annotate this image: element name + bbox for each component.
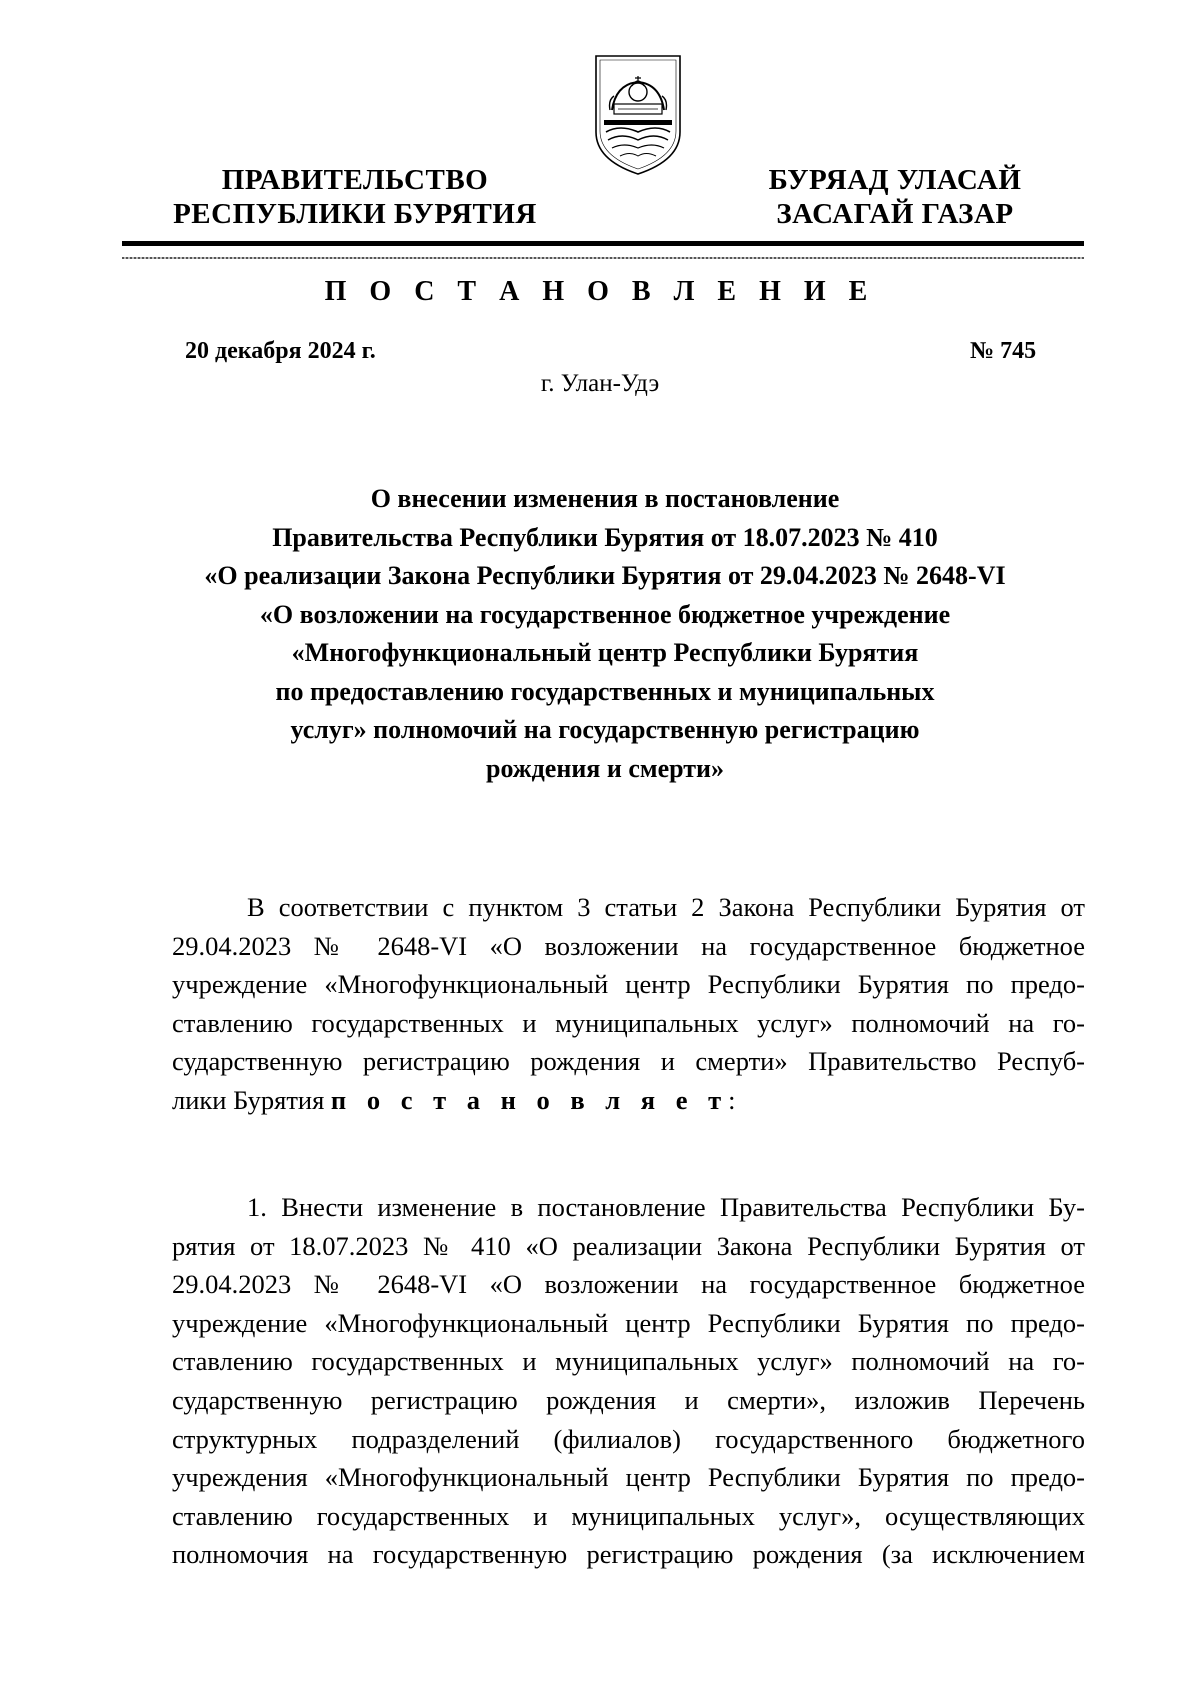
document-number: № 745 (970, 338, 1037, 364)
preamble-line: 29.04.2023 № 2648-VI «О возложении на государственное бюджетное (172, 930, 1085, 961)
clause-1-line: структурных подразделений (филиалов) государственного бюджетного (172, 1423, 1085, 1454)
title-line: рождения и смерти» (485, 753, 725, 783)
document-date: 20 декабря 2024 г. (185, 338, 376, 364)
title-line: «О возложении на государственное бюджетное учреждение (259, 599, 951, 629)
header-bua-line-2: ЗАСАГАЙ ГАЗАР (776, 198, 1014, 230)
header-ru (170, 163, 540, 231)
title-line: «Многофункциональный центр Республики Бурятия (291, 638, 919, 667)
preamble-line: В соответствии с пунктом 3 статьи 2 Закона Республики Бурятия от (247, 892, 1085, 922)
clause-1-line: ставлению государственных и муниципальных услуг», осуществляющих (172, 1500, 1085, 1531)
preamble-line: ставлению государственных и муниципальных услуг» полномочий на го- (172, 1007, 1085, 1038)
preamble-line: учреждение «Многофункциональный центр Республики Бурятия по предо- (172, 969, 1085, 1000)
preamble-line: сударственную регистрацию рождения и смерти» Правительство Респуб- (172, 1046, 1085, 1077)
preamble-last-line (172, 1081, 1085, 1120)
preamble-last-prefix: лики Бурятия (172, 1084, 331, 1115)
clause-1-line: 29.04.2023 № 2648-VI «О возложении на государственное бюджетное (172, 1269, 1085, 1300)
header-ru-line-2: РЕСПУБЛИКИ БУРЯТИЯ (173, 198, 537, 230)
clause-1-paragraph (172, 1188, 1085, 1574)
title-line: «О реализации Закона Республики Бурятия от 29.04.2023 № 2648-VI (204, 561, 1006, 590)
clause-1-line: полномочия на государственную регистрацию рождения (за исключением (172, 1539, 1085, 1570)
header-ru-line-1: ПРАВИТЕЛЬСТВО (221, 164, 489, 196)
clause-1-line: ставлению государственных и муниципальных услуг» полномочий на го- (172, 1346, 1085, 1377)
title-line: услуг» полномочий на государственную регистрацию (290, 715, 920, 744)
header-bua-line-1: БУРЯАД УЛАСАЙ (768, 164, 1022, 196)
clause-1-line: сударственную регистрацию рождения и смерти», изложив Перечень (172, 1384, 1085, 1415)
title-line: по предоставлению государственных и муниципальных (275, 676, 935, 706)
header-bua (745, 163, 1045, 231)
document-city: г. Улан-Удэ (540, 370, 660, 397)
preamble-last-suffix: : (728, 1084, 736, 1115)
header-rule-thick (122, 241, 1084, 246)
title-line: Правительства Республики Бурятия от 18.07.2023 № 410 (272, 522, 938, 552)
clause-1-line: 1. Внести изменение в постановление Правительства Республики Бу- (247, 1192, 1085, 1222)
preamble-paragraph (172, 888, 1085, 1120)
clause-1-line: рятия от 18.07.2023 № 410 «О реализации Закона Республики Бурятия от (172, 1230, 1085, 1261)
coat-of-arms-icon (590, 52, 686, 177)
document-type: П О С Т А Н О В Л Е Н И Е (324, 276, 876, 307)
clause-1-line: учреждения «Многофункциональный центр Республики Бурятия по предо- (172, 1462, 1085, 1493)
clause-1-line: учреждение «Многофункциональный центр Республики Бурятия по предо- (172, 1307, 1085, 1338)
header-rule-thin (122, 257, 1084, 259)
document-title (150, 480, 1060, 788)
decree-word: п о с т а н о в л я е т (330, 1084, 729, 1115)
title-line: О внесении изменения в постановление (370, 484, 840, 513)
